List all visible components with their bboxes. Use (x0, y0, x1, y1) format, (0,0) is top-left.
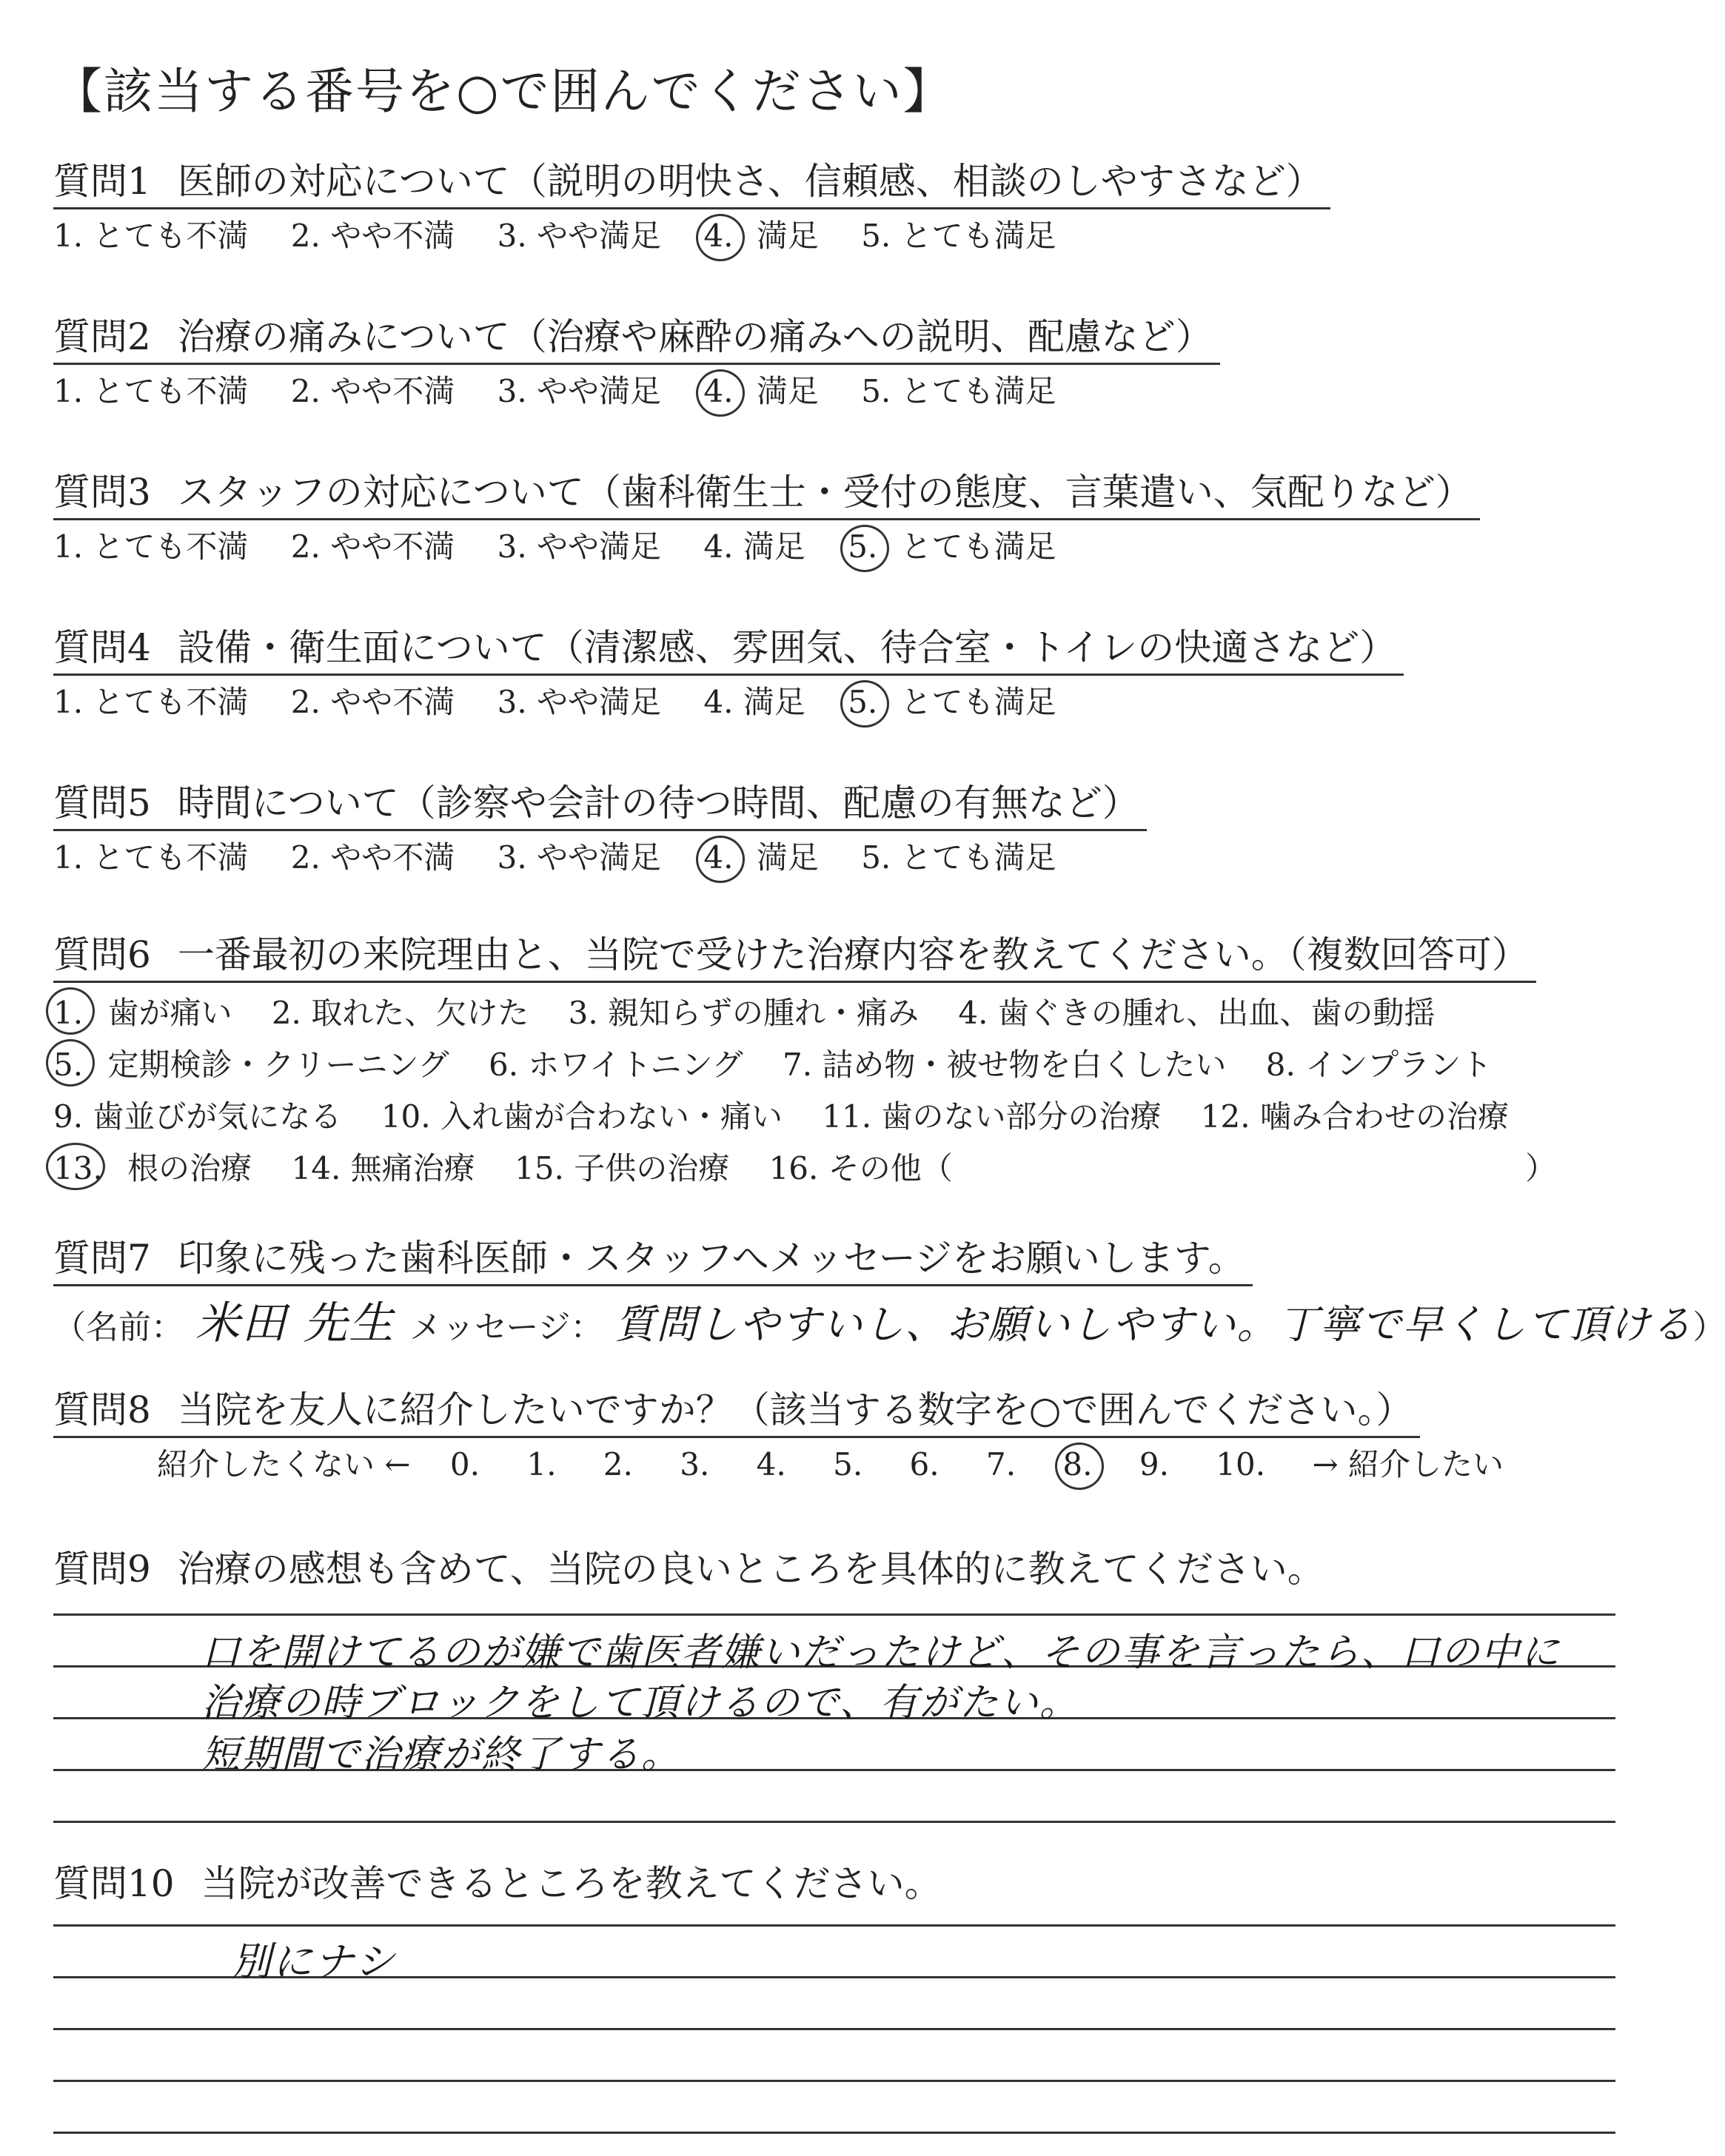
option-5-circled[interactable]: 5. (848, 525, 877, 569)
message-line (53, 1294, 1725, 1357)
scale-right-label: → 紹介したい (1312, 1446, 1504, 1482)
scale-1[interactable]: 1. (526, 1446, 557, 1482)
scale-8-circled[interactable]: 8. (1062, 1443, 1092, 1487)
question-4-text: 設備・衛生面について（清潔感、雰囲気、待合室・トイレの快適さなど） (177, 626, 1397, 669)
scale-3[interactable]: 3. (680, 1446, 710, 1482)
option-16[interactable]: 16. その他（ (768, 1150, 953, 1186)
option-3[interactable]: 3. やや満足 (497, 839, 662, 876)
option-13-label: 根の治療 (127, 1150, 252, 1186)
question-7 (53, 1232, 1725, 1357)
recommend-scale (53, 1443, 1541, 1487)
option-4-circled[interactable]: 4. (703, 369, 733, 414)
message-label: メッセージ： (409, 1309, 603, 1346)
answer-line-1: 別にナシ (231, 1938, 396, 1985)
question-3-options (53, 525, 1480, 569)
option-9[interactable]: 9. 歯並びが気になる (53, 1098, 342, 1135)
option-3[interactable]: 3. やや満足 (497, 528, 662, 565)
question-9-number: 質問9 (53, 1548, 151, 1591)
option-16-close: ） (1525, 1150, 1557, 1186)
options-row-3 (53, 1091, 1586, 1143)
question-1-options (53, 214, 1330, 258)
option-6[interactable]: 6. ホワイトニング (488, 1047, 743, 1083)
question-1-text: 医師の対応について（説明の明快さ、信頼感、相談のしやすさなど） (177, 160, 1323, 203)
option-2[interactable]: 2. やや不満 (290, 218, 455, 254)
option-1[interactable]: 1. とても不満 (53, 684, 249, 720)
option-3[interactable]: 3. やや満足 (497, 218, 662, 254)
question-2 (53, 311, 1220, 414)
question-6-title (53, 929, 1536, 983)
question-2-options (53, 369, 1220, 414)
option-4-label: 満足 (756, 218, 819, 254)
option-10[interactable]: 10. 入れ歯が合わない・痛い (381, 1098, 783, 1135)
option-13-circled[interactable]: 13. (53, 1143, 103, 1195)
question-5-text: 時間について（診察や会計の待つ時間、配慮の有無など） (177, 782, 1139, 825)
question-8-number: 質問8 (53, 1388, 151, 1431)
ruled-line (53, 2132, 1615, 2134)
option-1-circled[interactable]: 1. (53, 987, 83, 1039)
scale-4[interactable]: 4. (756, 1446, 786, 1482)
scale-9[interactable]: 9. (1139, 1446, 1169, 1482)
question-10 (53, 1858, 942, 1910)
question-9-title (53, 1543, 1324, 1595)
ruled-line (53, 2080, 1615, 2082)
ruled-line (53, 1821, 1615, 1823)
question-6-options (53, 987, 1586, 1195)
option-2[interactable]: 2. 取れた、欠けた (271, 995, 529, 1031)
scale-6[interactable]: 6. (909, 1446, 939, 1482)
option-2[interactable]: 2. やや不満 (290, 839, 455, 876)
option-5-circled[interactable]: 5. (53, 1039, 83, 1091)
option-2[interactable]: 2. やや不満 (290, 528, 455, 565)
question-10-number: 質問10 (53, 1862, 175, 1905)
message-close: ） (1692, 1309, 1725, 1346)
scale-0[interactable]: 0. (449, 1446, 480, 1482)
option-2[interactable]: 2. やや不満 (290, 373, 455, 409)
option-8[interactable]: 8. インプラント (1265, 1047, 1493, 1083)
question-2-title (53, 311, 1220, 365)
option-3[interactable]: 3. やや満足 (497, 684, 662, 720)
question-8-title (53, 1384, 1420, 1438)
option-4-circled[interactable]: 4. (703, 836, 733, 880)
answer-line-2: 治療の時ブロックをして頂けるので、有がたい。 (201, 1681, 1079, 1725)
option-4-circled[interactable]: 4. (703, 214, 733, 258)
options-row-2 (53, 1039, 1586, 1091)
question-5-title (53, 777, 1147, 831)
question-7-number: 質問7 (53, 1237, 151, 1280)
scale-left-label: 紹介したくない ← (157, 1446, 411, 1482)
option-2[interactable]: 2. やや不満 (290, 684, 455, 720)
name-handwritten[interactable]: 米田 先生 (195, 1297, 395, 1349)
question-6-text: 一番最初の来院理由と、当院で受けた治療内容を教えてください。（複数回答可） (177, 933, 1529, 976)
option-5[interactable]: 5. とても満足 (861, 218, 1056, 254)
scale-5[interactable]: 5. (833, 1446, 863, 1482)
question-1-title (53, 155, 1330, 209)
question-3-text: スタッフの対応について（歯科衛生士・受付の態度、言葉遣い、気配りなど） (177, 471, 1473, 514)
option-5[interactable]: 5. とても満足 (861, 839, 1056, 876)
option-1-label: 歯が痛い (107, 995, 232, 1031)
scale-7[interactable]: 7. (985, 1446, 1016, 1482)
question-1 (53, 155, 1330, 258)
question-5-options (53, 836, 1147, 880)
option-5-label: とても満足 (900, 684, 1056, 720)
ruled-line (53, 2028, 1615, 2030)
option-1[interactable]: 1. とても不満 (53, 218, 249, 254)
option-4-label: 満足 (756, 839, 819, 876)
ruled-line (53, 1924, 1615, 1927)
option-1[interactable]: 1. とても不満 (53, 528, 249, 565)
answer-line-1: 口を開けてるのが嫌で歯医者嫌いだったけど、その事を言ったら、口の中に (201, 1631, 1561, 1675)
question-4-title (53, 622, 1404, 676)
scale-10[interactable]: 10. (1216, 1446, 1266, 1482)
option-4[interactable]: 4. 満足 (703, 528, 805, 565)
option-4[interactable]: 4. 歯ぐきの腫れ、出血、歯の動揺 (958, 995, 1436, 1031)
question-1-number: 質問1 (53, 160, 151, 203)
option-5-label: 定期検診・クリーニング (107, 1047, 449, 1083)
options-row-1 (53, 987, 1586, 1039)
option-1[interactable]: 1. とても不満 (53, 373, 249, 409)
question-2-number: 質問2 (53, 315, 151, 358)
option-11[interactable]: 11. 歯のない部分の治療 (822, 1098, 1162, 1135)
question-8 (53, 1384, 1541, 1487)
answer-line-3: 短期間で治療が終了する。 (201, 1733, 682, 1777)
option-12[interactable]: 12. 噛み合わせの治療 (1200, 1098, 1509, 1135)
form-header: 【該当する番号を○で囲んでください】 (53, 63, 954, 120)
question-4 (53, 622, 1404, 725)
question-7-text: 印象に残った歯科医師・スタッフへメッセージをお願いします。 (177, 1237, 1245, 1280)
option-3[interactable]: 3. やや満足 (497, 373, 662, 409)
name-label: （名前： (53, 1309, 184, 1346)
question-7-title (53, 1232, 1253, 1286)
question-4-number: 質問4 (53, 626, 151, 669)
option-5-label: とても満足 (900, 528, 1056, 565)
question-9-text: 治療の感想も含めて、当院の良いところを具体的に教えてください。 (177, 1548, 1324, 1591)
question-3-title (53, 466, 1480, 520)
option-1[interactable]: 1. とても不満 (53, 839, 249, 876)
option-3[interactable]: 3. 親知らずの腫れ・痛み (568, 995, 920, 1031)
option-7[interactable]: 7. 詰め物・被せ物を白くしたい (782, 1047, 1227, 1083)
scale-2[interactable]: 2. (603, 1446, 633, 1482)
question-3 (53, 466, 1480, 569)
option-4-label: 満足 (756, 373, 819, 409)
question-5-number: 質問5 (53, 782, 151, 825)
option-14[interactable]: 14. 無痛治療 (291, 1150, 475, 1186)
option-15[interactable]: 15. 子供の治療 (515, 1150, 730, 1186)
question-10-answer-area[interactable] (53, 1917, 1615, 2146)
options-row-4 (53, 1143, 1586, 1195)
question-4-options (53, 680, 1404, 725)
option-5[interactable]: 5. とても満足 (861, 373, 1056, 409)
question-2-text: 治療の痛みについて（治療や麻酔の痛みへの説明、配慮など） (177, 315, 1213, 358)
message-handwritten[interactable]: 質問しやすいし、お願いしやすい。丁寧で早くして頂ける (614, 1301, 1693, 1348)
question-6 (53, 929, 1586, 1195)
option-5-circled[interactable]: 5. (848, 680, 877, 725)
question-3-number: 質問3 (53, 471, 151, 514)
ruled-line (53, 1613, 1615, 1616)
question-9 (53, 1543, 1324, 1595)
question-6-number: 質問6 (53, 933, 151, 976)
question-5 (53, 777, 1147, 880)
question-8-text: 当院を友人に紹介したいですか？（該当する数字を○で囲んでください。） (177, 1388, 1413, 1431)
question-9-answer-area[interactable] (53, 1606, 1615, 1836)
option-4[interactable]: 4. 満足 (703, 684, 805, 720)
question-10-title (53, 1858, 942, 1910)
question-10-text: 当院が改善できるところを教えてください。 (201, 1862, 942, 1905)
